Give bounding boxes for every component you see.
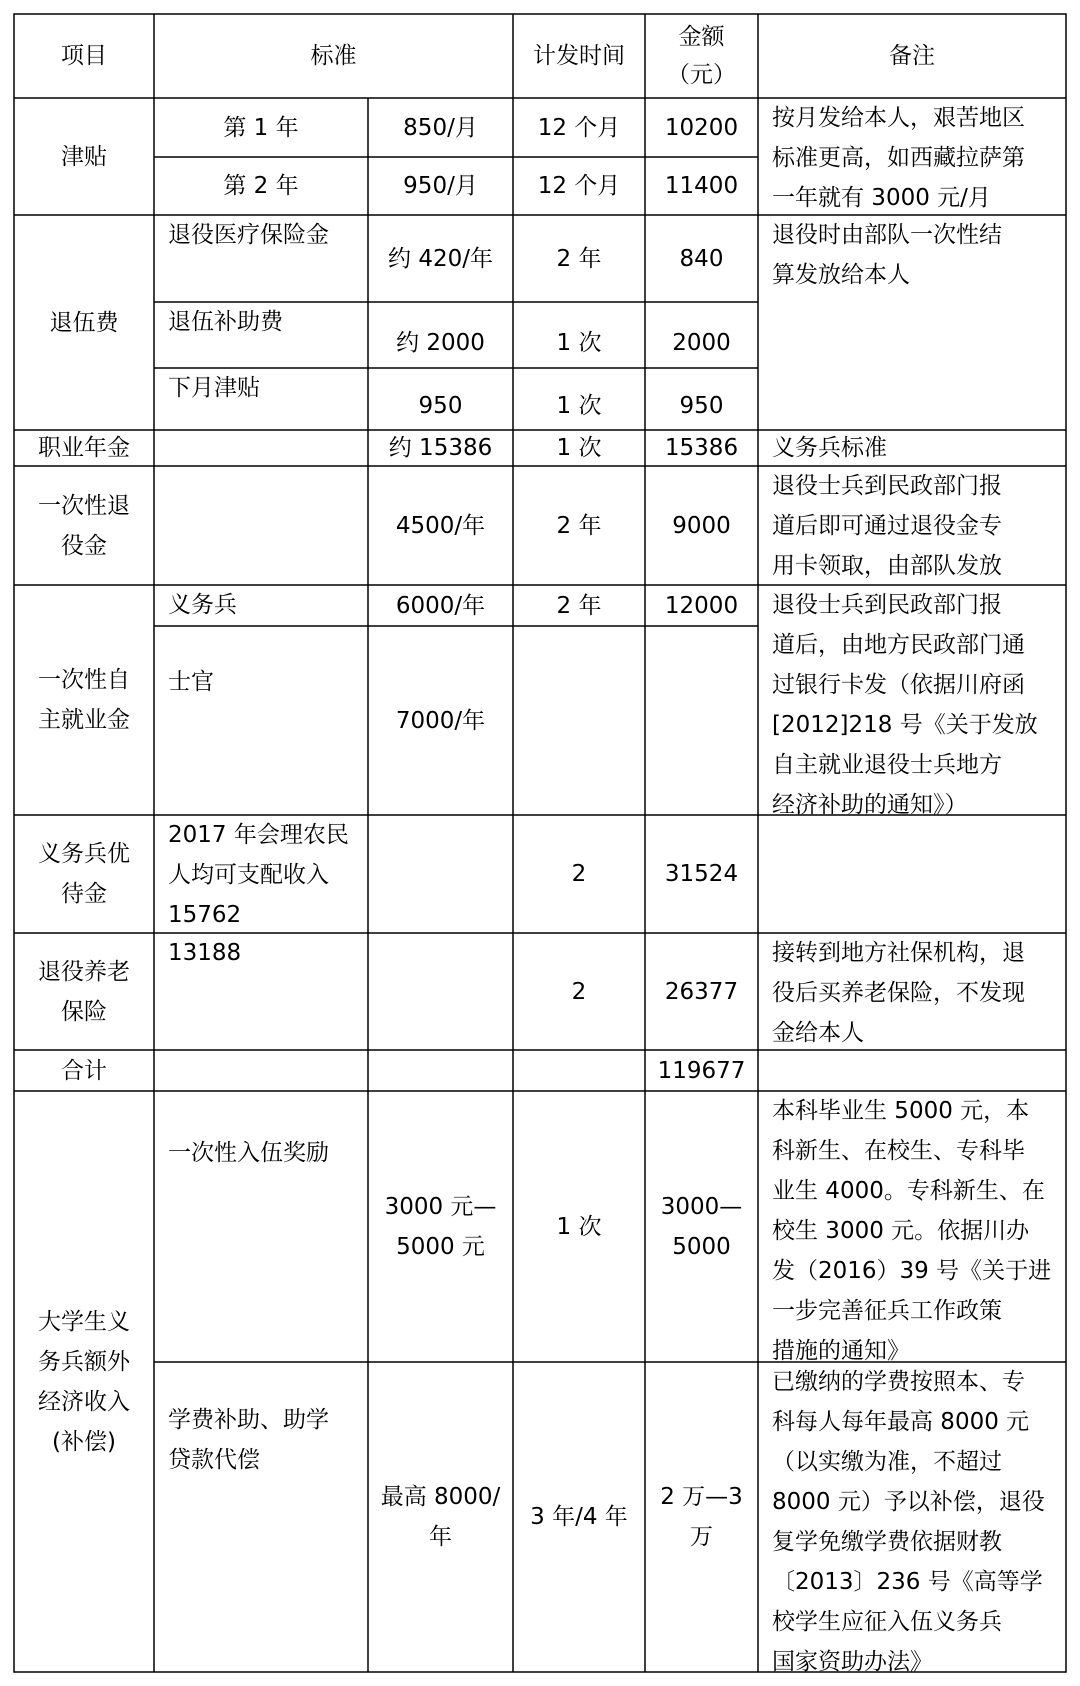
preferential-period: 2: [571, 861, 587, 887]
college-bonus-standard: 3000 元— 5000 元: [384, 1193, 497, 1260]
allowance-remark: 按月发给本人，艰苦地区 标准更高，如西藏拉萨第 一年就有 3000 元/月: [772, 105, 1025, 211]
discharge-subsidy: 退伍补助费: [168, 309, 283, 335]
college-category: 大学生义 务兵额外 经济收入 (补偿): [38, 1308, 130, 1455]
discharge-medical-period: 2 年: [556, 245, 602, 272]
pension-category: 退役养老 保险: [38, 958, 130, 1025]
college-tuition-standard: 最高 8000/ 年: [380, 1484, 501, 1550]
lump-retire-amount: 9000: [672, 512, 731, 539]
allowance-category: 津贴: [61, 143, 107, 170]
lump-retire-category: 一次性退 役金: [38, 492, 130, 559]
self-employ-category: 一次性自 主就业金: [38, 667, 130, 733]
annuity-category: 职业年金: [38, 435, 130, 461]
pension-period: 2: [571, 978, 587, 1005]
college-tuition: 学费补助、助学 贷款代偿: [168, 1407, 329, 1473]
lump-retire-period: 2 年: [556, 512, 602, 539]
discharge-subsidy-standard: 约 2000: [396, 330, 485, 356]
pension-amount: 26377: [664, 978, 739, 1005]
discharge-medical: 退役医疗保险金: [168, 222, 329, 248]
college-bonus: 一次性入伍奖励: [168, 1140, 329, 1166]
preferential-category: 义务兵优 待金: [38, 841, 130, 907]
college-tuition-remark: 已缴纳的学费按照本、专 科每人每年最高 8000 元 （以实缴为准，不超过 8000 元）予以补偿，退役 复学免缴学费依据财教 〔2013〕236 号《高等学 校学生应征入伍义务兵 国家资助办法》: [772, 1369, 1045, 1675]
discharge-next-month: 下月津贴: [168, 375, 260, 401]
header-item: 项目: [61, 43, 107, 69]
allowance-year2-amount: 11400: [664, 173, 739, 199]
discharge-subsidy-period: 1 次: [556, 330, 602, 356]
college-tuition-amount: 2 万—3 万: [660, 1484, 743, 1550]
preferential-amount: 31524: [664, 861, 739, 887]
discharge-next-month-amount: 950: [679, 393, 724, 419]
annuity-period: 1 次: [556, 435, 602, 461]
lump-retire-remark: 退役士兵到民政部门报 道后即可通过退役金专 用卡领取，由部队发放: [772, 473, 1002, 579]
lump-retire-standard: 4500/年: [395, 512, 486, 539]
allowance-year2-standard: 950/月: [403, 173, 478, 199]
discharge-medical-amount: 840: [679, 245, 724, 272]
discharge-next-month-period: 1 次: [556, 393, 602, 419]
self-employ-conscript-period: 2 年: [556, 592, 602, 619]
discharge-fee-category: 退伍费: [49, 309, 119, 336]
discharge-next-month-standard: 950: [418, 393, 463, 419]
total-amount: 119677: [657, 1057, 746, 1084]
self-employ-conscript: 义务兵: [168, 592, 237, 618]
discharge-fee-remark: 退役时由部队一次性结 算发放给本人: [772, 222, 1002, 288]
college-bonus-remark: 本科毕业生 5000 元，本 科新生、在校生、专科毕 业生 4000。专科新生、在 校生 3000 元。依据川办 发（2016）39 号《关于进 一步完善征兵工作政策 措施的通知》: [772, 1098, 1052, 1364]
header-standard: 标准: [310, 43, 357, 69]
allowance-year1-period: 12 个月: [537, 114, 621, 141]
allowance-year2: 第 2 年: [223, 173, 299, 199]
college-tuition-period: 3 年/4 年: [530, 1504, 628, 1530]
preferential-standard: 2017 年会理农民 人均可支配收入 15762: [168, 822, 349, 928]
allowance-year1: 第 1 年: [223, 114, 299, 141]
discharge-subsidy-amount: 2000: [672, 330, 731, 356]
annuity-standard: 约 15386: [388, 435, 493, 461]
self-employ-nco: 士官: [168, 669, 214, 695]
annuity-amount: 15386: [664, 435, 739, 461]
allowance-year1-amount: 10200: [664, 114, 739, 141]
header-amount: 金额 （元）: [667, 24, 736, 88]
self-employ-nco-standard: 7000/年: [395, 707, 486, 734]
header-period: 计发时间: [533, 43, 625, 69]
pension-standard: 13188: [168, 940, 242, 966]
self-employ-conscript-standard: 6000/年: [395, 592, 486, 619]
allowance-year2-period: 12 个月: [537, 173, 621, 199]
self-employ-conscript-amount: 12000: [664, 592, 739, 619]
annuity-remark: 义务兵标准: [772, 435, 887, 461]
total-label: 合计: [61, 1057, 107, 1084]
college-bonus-amount: 3000— 5000: [660, 1193, 743, 1260]
pension-remark: 接转到地方社保机构，退 役后买养老保险，不发现 金给本人: [772, 940, 1025, 1046]
allowance-year1-standard: 850/月: [403, 114, 478, 141]
header-remark: 备注: [889, 43, 935, 69]
self-employ-remark: 退役士兵到民政部门报 道后，由地方民政部门通 过银行卡发（依据川府函 [2012]218 号《关于发放 自主就业退役士兵地方 经济补助的通知》）: [772, 592, 1038, 818]
college-bonus-period: 1 次: [556, 1213, 602, 1240]
discharge-medical-standard: 约 420/年: [388, 245, 493, 272]
